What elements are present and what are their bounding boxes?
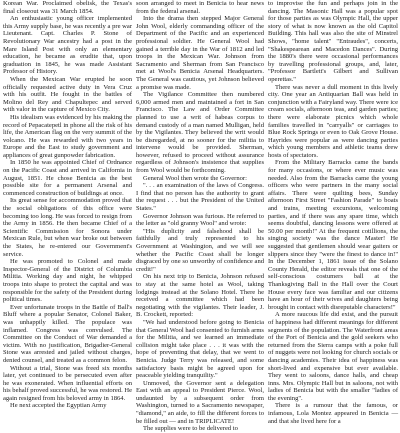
paragraph: The Vigilance Committee then numbered 6,000 armed men and maintained a fort in San Francisco. The Law and Order Committee planned to use a writ of habeas corpus to demand custody of a man named Mulligan, held by the Vigilantes. They believed the writ would be disregarded, at no sooner for the militia to intervene would be provided. Sherman, however, refused to proceed without assurance regardless of Johnson's insistence that supplies from Wool would be forthcoming. <box>136 91 264 175</box>
paragraph: A more raucous life did exist, and the pursuit of happiness had different meanings for different segments of the population. The Waterfront areas of the Port of Benicia and the gold seekers who returned from the Sierra camps with a poke full of nuggets were not looking for church socials or dancing academies. Their idea of happiness was short-lived and expensive but ever available. They went to saloons, dance halls, and cheap inns. Mrs. Olympic Hall but in saloons, not with ladies of Benicia but with the smaller "ladies of the evening". <box>268 311 398 402</box>
paragraph: Unmoved, the Governor sent a delegation East with an appeal to President Pierce. Wool, undaunted by a subsequent order from Washington, turned to a Sacramento newspaper, "diamond," an aide, to fill the different forces to be filled out — and in TRIPLICATE! <box>136 379 264 425</box>
paragraph: On his next trip to Benicia, Johnson refused to stay at the same hotel as Wool, taking lodgings instead at the Solano Hotel. There he received a committee which had been negotiating with the vigilantes. Their leader, J. B. Crockett, reported: <box>136 273 264 319</box>
paragraph: The supplies were to be delivered to <box>143 425 238 433</box>
text-column-1 <box>3 0 132 410</box>
paragraph: From the Military Barracks came the bands for many occasions, or where ever music was needed. Also from the Barracks came the young officers who were partners in the many social affairs. There were quilting bees, Sunday afternoon First Street "Fashion Parade" to boats and trains, meeting excursions, welcoming parties, and if there was any spare time, which seems doubtful, dancing lessons were offered at 50.00 per month!" At the frequent cotillions, the singing society was the dance Master! He suggested that gentlemen should wear gaiters or slippers since they "were the finest to dance in!" In the December 1, 1861 issue of the Solano County Herald, the editor reveals that one of the self-conscious costumers ball at the Thanksgiving Ball in the Hall over the Court House every face was familiar and our citizens have an hour of their wives and daughters being brought in contact with disreputable characters!" <box>268 159 398 311</box>
paragraph: An enthusiastic young officer implemented this Army supply base, he was recently a pre war Lieutenant. Capt. Charles P. Stone of Revolutionary War ancestry had a post in the Mare Island Post with only an elementary education, he became as erudite that, upon graduation in 1845, he was made Assistant Professor of History. <box>3 15 132 76</box>
paragraph: General Wool then wrote the Governor: <box>143 174 247 182</box>
paragraph: ". . . an examination of the laws of Congress. I find that no person has the authority to grant the request . . . but the President of the United States." <box>136 182 264 213</box>
paragraph: to improvise the fun and perhaps join in the dancing. The Masonic Hall was a popular spot for those parties as was Olympic Hall, the upper story of what is now known as the old Capitol Building. This hall was also the site of Minstrel Shows, "home talent" "Entraudes", concerts, "Shakespearean and Macedon Dances". During the 1880's there were occasional performances by travelling professional groups, and, later, "Professor Bartlett's Gilbert and Sullivan operettas." <box>268 0 398 83</box>
paragraph: Ever unfortunate troops in the Battle of Ball's Bluff where a popular Senator, Colonel Baker, was unhappily killed. The populace was inflamed. Congress was convulsed. The Committee on the Conduct of War demanded a victim. With no justification, Brigadier-General Stone was arrested and jailed without charges, denied counsel, and treated as a common felon. <box>3 303 132 364</box>
text-column-2 <box>136 0 264 433</box>
paragraph: He was promoted to Colonel and made Inspector-General of the District of Columbia Militia. Working day and night, he whipped troops into shape to protect the capital and was responsible for the safety of the President during political times. <box>3 258 132 304</box>
paragraph: "We had understood before going to Benicia that General Wool had consented to furnish arms for the Militia, and we learned an immediate collision might take place . . . it was with the hope of preventing that delay, that we went to Benicia. Judge Terry was released, and some satisfactory basis might be agreed upon for peaceable yielding tranquility." <box>136 318 264 380</box>
paragraph: Without a trial, Stone was freed six months later, yet continued to be persecuted even after he was exonerated. When influential efforts on his behalf proved successful, he was restored. He again resigned from his beloved army in 1864. <box>3 364 132 402</box>
paragraph: Into the drama then stepped Major General John Wool, elderly commanding officer of the Department of the Pacific and an experienced professional soldier. He General Wool had gained a terrible day in the War of 1812 and led troops in the Mexican War. Johnson from Sacramento and Sherman from San Francisco met at Wool's Benicia Arsenal Headquarters. The General was cautious, yet Johnson believed a promise was made. <box>136 15 264 91</box>
paragraph: "His duplicity and falsehood shall be faithfully and truly represented to his Government at Washington, and we will see whether the Pacific Coast shall be longer disgraced by one so unworthy of confidence and credit!" <box>136 227 264 273</box>
paragraph: When the Mexican War erupted he soon officially requested active duty in Vera Cruz with his outfit. He fought in the battles of Molino del Rey and Chapultepec and served with valor in the capture of Mexico City. <box>3 75 132 114</box>
paragraph: Governor Johnson was furious. He referred to the letter as "old granny Wool" and wrote: <box>136 212 264 228</box>
paragraph: He next accepted the Egyptian Army <box>10 402 107 410</box>
paragraph: Its great sense for accommodation proved that the social obligations of this office were becoming too long. He was forced to resign from the Army in 1856. He then became Chief of a Scientific Commission for Sonora under Mexican Rule, but when war broke out between the States, he re-entered our Government's service. <box>3 197 132 258</box>
paragraph: In 1850 he was appointed Chief of Ordnance on the Pacific Coast and arrived in California in August, 1851. He chose Benicia as the best possible site for a permanent Arsenal and commenced construction of buildings at once. <box>3 159 132 197</box>
paragraph: Korean War. Proclaimed obelisk, the Texas's final closeout was 31 March 1854. <box>3 0 132 15</box>
paragraph: There was never a dull moment in this lively city. One year an Antiquarian Ball was held in conjunction with a Fairyland way. There were ice cream socials, afternoon teas, and garden parties; there were elaborate picnics which whole families travelled in "carryalls" or carriages to Blue Rock Springs or even to Oak Grove House. Hayrides were popular as were dancing parties which young members and athletic teams drew hosts of spectators. <box>268 83 398 159</box>
paragraph: His idealism was evidenced by his making the record of Pepacatepetl in phone all the risk of his life, the American flag on the very summit of the volcano. He was rewarded with two years in Europe and the East to study government and appliances of great gunpowder fabrication. <box>3 113 132 159</box>
paragraph: There is a rumour that the famous, or infamous, Lola Montez appeared in Benicia — and that she lived here for a <box>268 402 398 425</box>
text-column-3 <box>268 0 398 425</box>
paragraph: soon arranged to meet in Benicia to hear news from the federal arsenal. <box>136 0 264 15</box>
